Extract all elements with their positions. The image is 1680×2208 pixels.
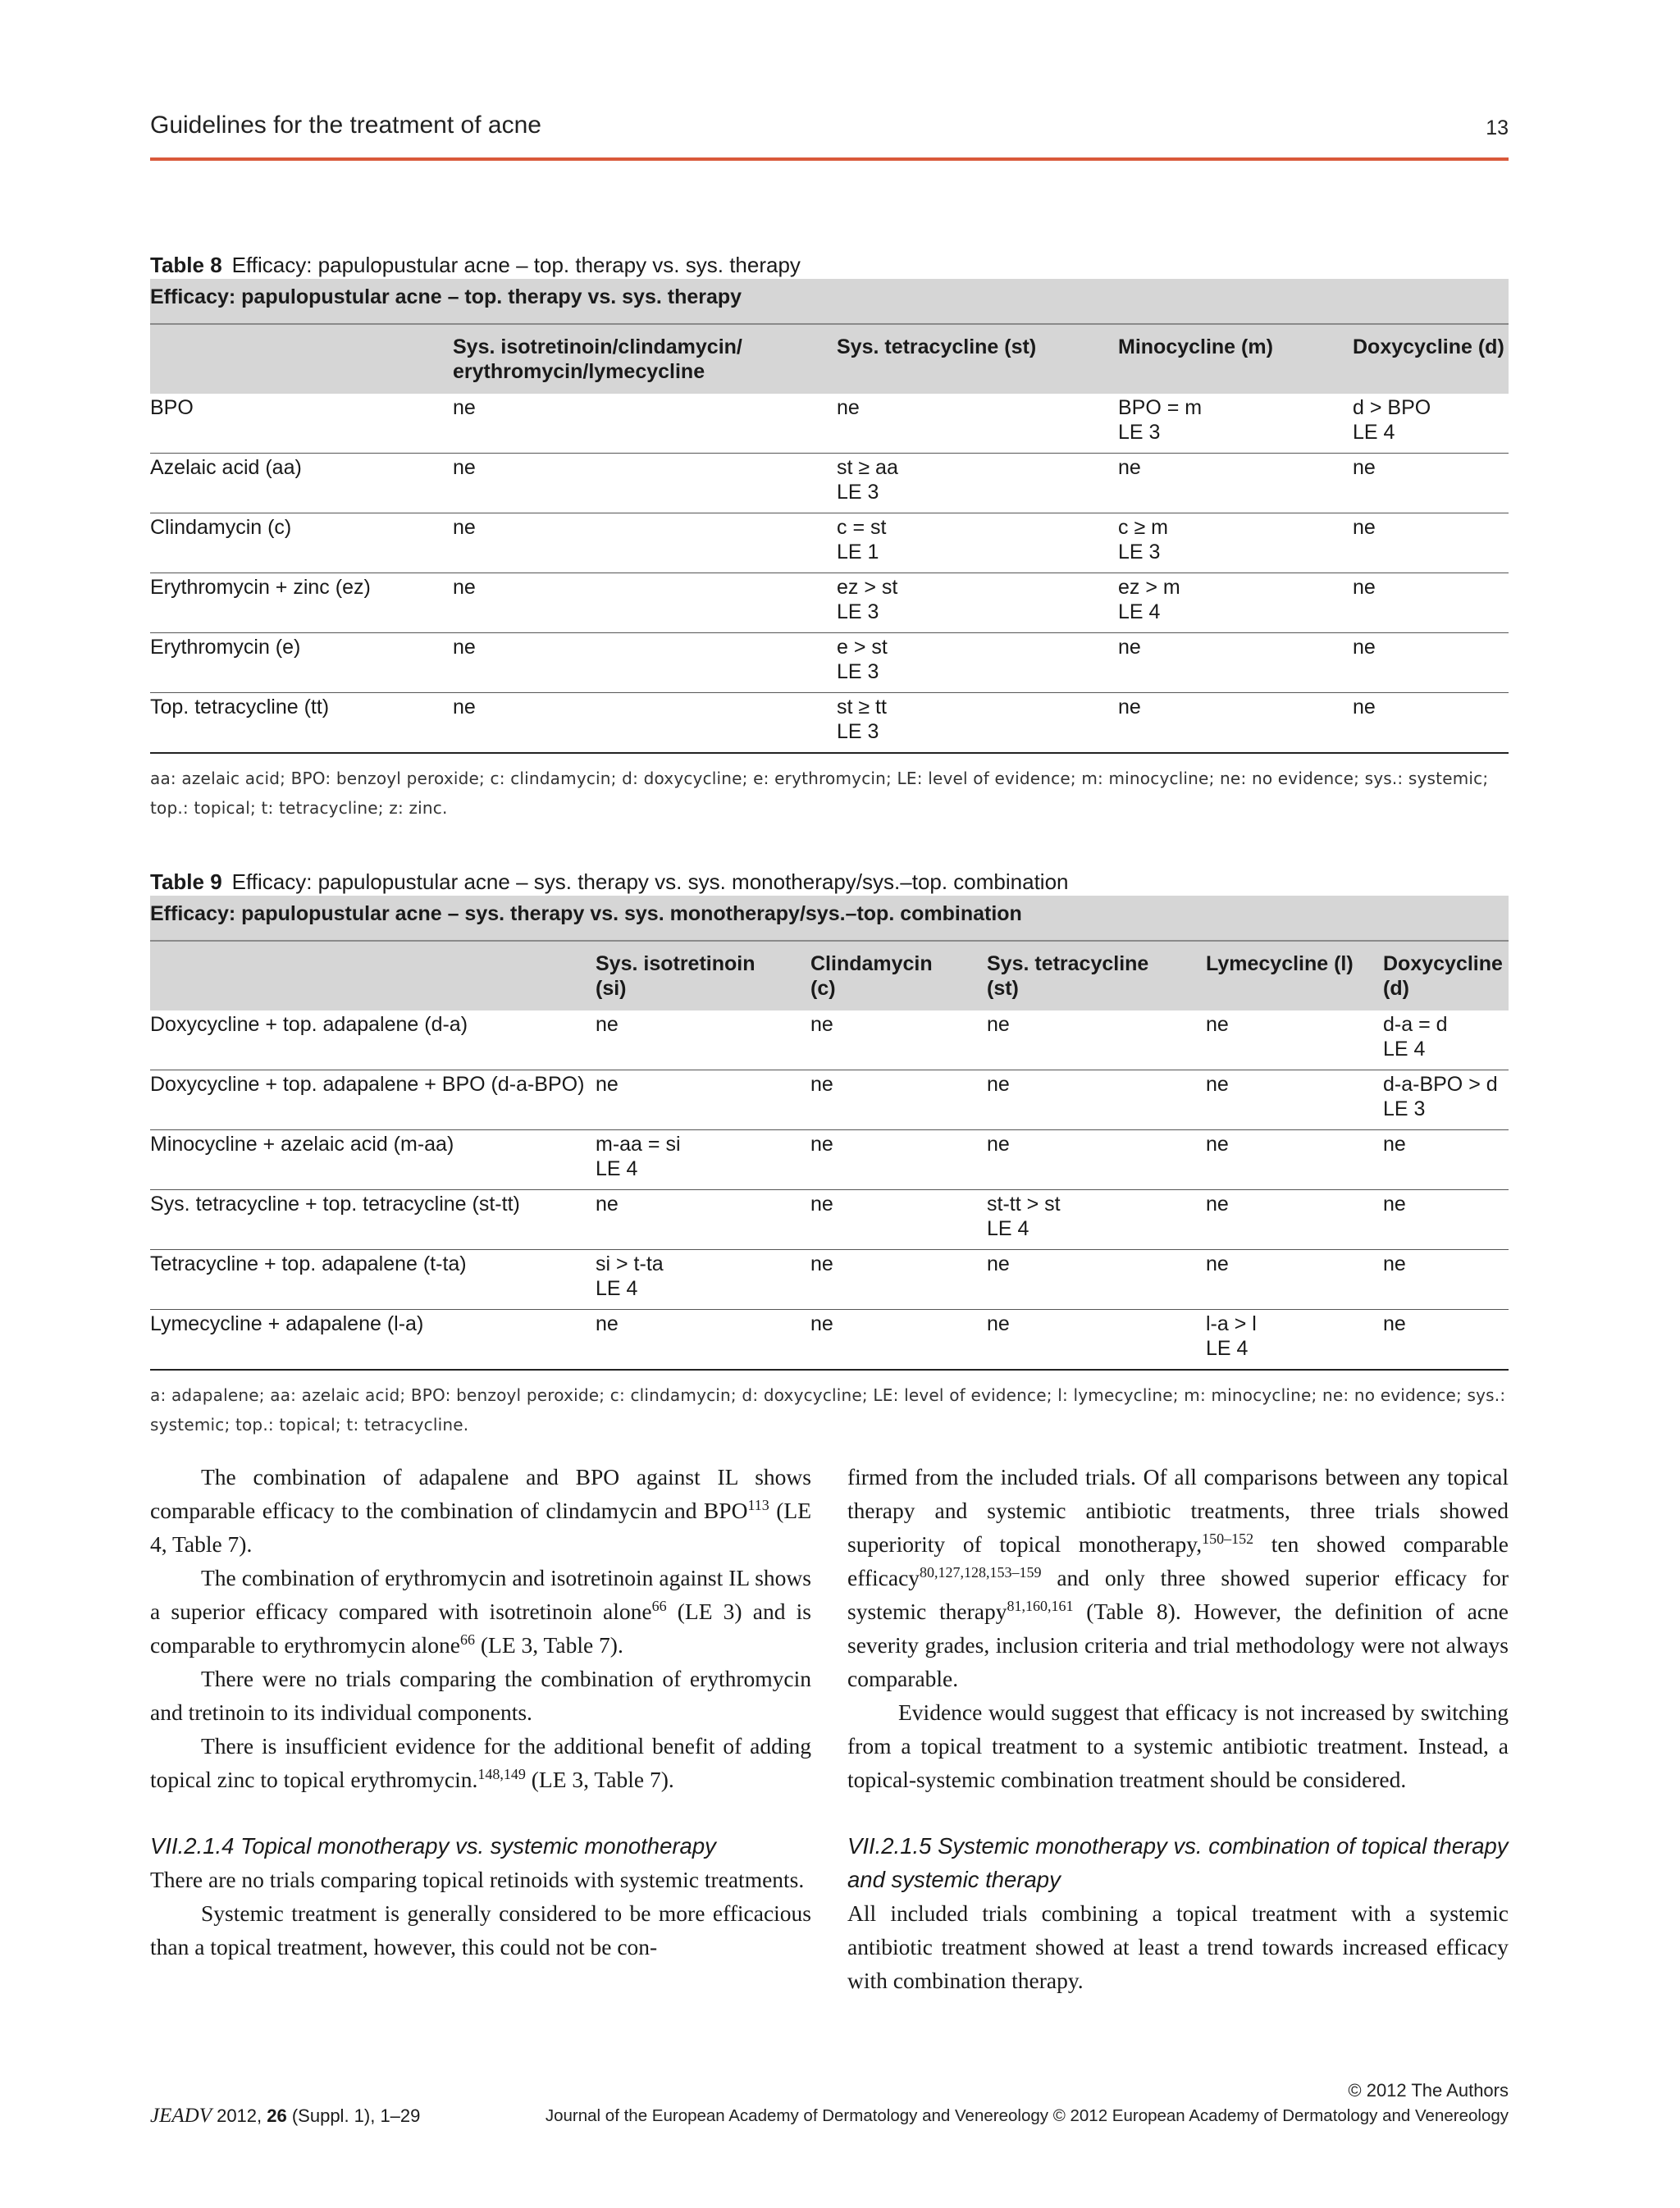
table-cell <box>1383 1010 1509 1070</box>
cell-value: ne <box>1118 456 1141 479</box>
cell-value: ne <box>810 1193 833 1216</box>
table-cell <box>1118 693 1353 754</box>
cell-evidence-level: LE 3 <box>837 660 879 683</box>
cell-value: ez > st <box>837 576 898 599</box>
table-cell <box>1118 573 1353 633</box>
row-label: Doxycycline + top. adapalene + BPO (d-a-BPO) <box>150 1070 596 1130</box>
table-header-row <box>150 325 1509 394</box>
cell-value: ne <box>837 396 860 419</box>
table-cell <box>1353 633 1509 693</box>
cell-value: ne <box>1206 1193 1229 1216</box>
table-cell <box>453 454 837 513</box>
cell-value: ne <box>810 1013 833 1036</box>
table-cell <box>1353 513 1509 573</box>
cell-value: ne <box>987 1252 1010 1275</box>
cell-value: d-a = d <box>1383 1013 1448 1036</box>
table-banner: Efficacy: papulopustular acne – sys. therapy vs. sys. monotherapy/sys.–top. combination <box>150 896 1509 942</box>
table-cell <box>1206 1310 1383 1371</box>
cell-value: ne <box>1206 1252 1229 1275</box>
table-cell <box>1383 1310 1509 1371</box>
cell-value: ne <box>453 576 476 599</box>
running-header <box>150 112 1509 161</box>
table-header-row <box>150 942 1509 1010</box>
table-cell <box>810 1310 987 1371</box>
cell-value: ne <box>1118 696 1141 719</box>
table-cell <box>837 454 1118 513</box>
table-cell <box>810 1250 987 1310</box>
cell-value: ne <box>1383 1133 1406 1156</box>
column-header: Sys. isotretinoin/clindamycin/ erythromycin/lymecycline <box>453 335 742 383</box>
column-header: Doxycycline (d) <box>1353 335 1504 358</box>
journal-abbrev: JEADV <box>150 2105 212 2127</box>
table-caption-text: Efficacy: papulopustular acne – sys. therapy vs. sys. monotherapy/sys.–top. combination <box>231 869 1069 894</box>
paragraph: Evidence would suggest that efficacy is not increased by switching from a topical treatment to a systemic antibiotic treatment. Instead, a topical-systemic combination treatment should be considered. <box>847 1699 1509 1792</box>
cell-value: ne <box>1206 1013 1229 1036</box>
table-cell <box>596 1250 810 1310</box>
column-header: Minocycline (m) <box>1118 335 1273 358</box>
row-label: Minocycline + azelaic acid (m-aa) <box>150 1130 596 1190</box>
table-label: Table 9 <box>150 869 222 894</box>
table-caption-text: Efficacy: papulopustular acne – top. therapy vs. sys. therapy <box>231 253 801 277</box>
cell-value: st ≥ aa <box>837 456 898 479</box>
table-cell <box>596 1190 810 1250</box>
cell-value: ne <box>810 1073 833 1096</box>
table-cell <box>1118 454 1353 513</box>
cell-value: e > st <box>837 636 888 659</box>
table-cell <box>987 1010 1206 1070</box>
cell-value: m-aa = si <box>596 1133 681 1156</box>
row-label: Doxycycline + top. adapalene (d-a) <box>150 1010 596 1070</box>
table-cell <box>987 1190 1206 1250</box>
row-label: Erythromycin + zinc (ez) <box>150 573 453 633</box>
table-cell <box>1383 1250 1509 1310</box>
cell-value: l-a > l <box>1206 1312 1257 1335</box>
table-cell <box>1118 394 1353 454</box>
cell-value: ne <box>1353 516 1376 539</box>
cell-value: ne <box>1383 1312 1406 1335</box>
table-8 <box>150 251 1509 823</box>
row-label: BPO <box>150 394 453 454</box>
table-row <box>150 454 1509 513</box>
body-column-right <box>847 1460 1509 1997</box>
cell-evidence-level: LE 3 <box>837 600 879 623</box>
body-column-left <box>150 1460 811 1964</box>
table-row <box>150 1130 1509 1190</box>
table-cell <box>1353 454 1509 513</box>
cell-value: ez > m <box>1118 576 1180 599</box>
paragraph: There is insufficient evidence for the additional benefit of adding topical zinc to topical erythromycin.$^{148,149}$ (LE 3, Table 7). <box>150 1733 811 1792</box>
table-cell <box>1383 1130 1509 1190</box>
table-row <box>150 513 1509 573</box>
table-cell <box>837 633 1118 693</box>
table-cell <box>1118 513 1353 573</box>
cell-evidence-level: LE 4 <box>596 1277 638 1300</box>
table-footnote: a: adapalene; aa: azelaic acid; BPO: benzoyl peroxide; c: clindamycin; d: doxycycline; LE: level of evidence; l: lymecycline; m: minocycline; ne: no evidence; sys.: systemic; top.: topical; t: tetracycline. <box>150 1385 1506 1435</box>
cell-value: ne <box>987 1312 1010 1335</box>
table-cell <box>453 394 837 454</box>
cell-value: ne <box>453 696 476 719</box>
table-cell <box>987 1310 1206 1371</box>
cell-value: ne <box>1353 456 1376 479</box>
cell-value: ne <box>453 456 476 479</box>
cell-value: ne <box>1383 1193 1406 1216</box>
table-cell <box>453 693 837 754</box>
cell-evidence-level: LE 3 <box>1118 541 1161 563</box>
table-cell <box>837 513 1118 573</box>
cell-evidence-level: LE 3 <box>1118 421 1161 444</box>
row-label: Erythromycin (e) <box>150 633 453 693</box>
cell-evidence-level: LE 3 <box>837 481 879 504</box>
cell-evidence-level: LE 3 <box>837 720 879 743</box>
page <box>150 0 1509 2208</box>
paragraph: There were no trials comparing the combination of erythromycin and tretinoin to its individual components. <box>150 1666 811 1725</box>
table-cell <box>987 1130 1206 1190</box>
cell-value: ne <box>810 1312 833 1335</box>
row-label: Clindamycin (c) <box>150 513 453 573</box>
cell-value: ne <box>987 1013 1010 1036</box>
paragraph: All included trials combining a topical treatment with a systemic antibiotic treatment showed at least a trend towards increased efficacy with combination therapy. <box>847 1900 1509 1993</box>
table-cell <box>596 1130 810 1190</box>
cell-value: d-a-BPO > d <box>1383 1073 1498 1096</box>
column-header: Sys. isotretinoin (si) <box>596 952 756 1000</box>
cell-value: ne <box>1206 1073 1229 1096</box>
table-row <box>150 573 1509 633</box>
footer-citation: JEADV 2012, 26 (Suppl. 1), 1–29 <box>150 2105 421 2127</box>
table-row <box>150 693 1509 754</box>
running-title: Guidelines for the treatment of acne <box>150 112 541 139</box>
row-label: Tetracycline + top. adapalene (t-ta) <box>150 1250 596 1310</box>
table-cell <box>837 573 1118 633</box>
cell-value: ne <box>596 1312 619 1335</box>
table-row <box>150 1310 1509 1371</box>
column-header: Clindamycin (c) <box>810 952 933 1000</box>
table-cell <box>1206 1130 1383 1190</box>
cell-value: ne <box>1353 576 1376 599</box>
table-cell <box>1353 693 1509 754</box>
cell-value: ne <box>1118 636 1141 659</box>
cell-value: c = st <box>837 516 887 539</box>
column-header: Doxycycline (d) <box>1383 952 1503 1000</box>
cell-value: ne <box>987 1073 1010 1096</box>
table-body <box>150 394 1509 754</box>
table-cell <box>1353 573 1509 633</box>
cell-value: st ≥ tt <box>837 696 887 719</box>
table-cell <box>810 1010 987 1070</box>
paragraph: firmed from the included trials. Of all comparisons between any topical therapy and systemic antibiotic treatments, three trials showed superiority of topical monotherapy,$^{150-152}$ ten showed comparable efficacy$^{80,127,128,153-159}$ and only three showed superior efficacy for systemic therapy$^{81,160,161}$ (Table 8). However, the definition of acne severity grades, inclusion criteria and trial methodology were not always comparable. <box>847 1464 1509 1691</box>
table-cell <box>596 1010 810 1070</box>
cell-value: c ≥ m <box>1118 516 1168 539</box>
table-cell <box>837 394 1118 454</box>
cell-value: ne <box>596 1073 619 1096</box>
cell-value: ne <box>1383 1252 1406 1275</box>
column-header: Lymecycline (l) <box>1206 952 1354 975</box>
cell-value: ne <box>1353 696 1376 719</box>
cell-evidence-level: LE 3 <box>1383 1097 1426 1120</box>
footer-copyright: © 2012 The Authors <box>1348 2080 1509 2101</box>
table-caption <box>150 251 1509 279</box>
cell-value: ne <box>987 1133 1010 1156</box>
table-cell <box>1206 1190 1383 1250</box>
table-row <box>150 1070 1509 1130</box>
cell-value: BPO = m <box>1118 396 1203 419</box>
cell-evidence-level: LE 4 <box>1353 421 1395 444</box>
table-row <box>150 1190 1509 1250</box>
footer-journal-line: Journal of the European Academy of Dermatology and Venereology © 2012 European Academy of Dermatology and Venereology <box>545 2106 1509 2125</box>
table-caption <box>150 868 1509 896</box>
column-header: Sys. tetracycline (st) <box>837 335 1037 358</box>
cell-value: ne <box>810 1252 833 1275</box>
page-number: 13 <box>1486 116 1509 139</box>
table-body <box>150 1010 1509 1371</box>
section-heading: VII.2.1.5 Systemic monotherapy vs. combination of topical therapy and systemic therapy <box>847 1833 1509 1892</box>
cell-evidence-level: LE 4 <box>1383 1038 1426 1061</box>
cell-evidence-level: LE 4 <box>1206 1337 1249 1360</box>
table-label: Table 8 <box>150 253 222 277</box>
table-cell <box>1383 1190 1509 1250</box>
table-cell <box>453 513 837 573</box>
table-cell <box>810 1190 987 1250</box>
table-row <box>150 394 1509 454</box>
cell-value: ne <box>453 636 476 659</box>
table-row <box>150 1010 1509 1070</box>
cell-value: st-tt > st <box>987 1193 1061 1216</box>
cell-value: ne <box>596 1193 619 1216</box>
cell-value: ne <box>1353 636 1376 659</box>
table-cell <box>987 1250 1206 1310</box>
cell-value: ne <box>453 516 476 539</box>
cell-value: ne <box>1206 1133 1229 1156</box>
table-cell <box>596 1310 810 1371</box>
table-9 <box>150 868 1509 1439</box>
row-label: Sys. tetracycline + top. tetracycline (st-tt) <box>150 1190 596 1250</box>
cell-evidence-level: LE 1 <box>837 541 879 563</box>
paragraph: Systemic treatment is generally considered to be more efficacious than a topical treatment, however, this could not be con- <box>150 1900 811 1959</box>
paragraph: There are no trials comparing topical retinoids with systemic treatments. <box>150 1867 805 1892</box>
table-row <box>150 633 1509 693</box>
cell-value: ne <box>596 1013 619 1036</box>
cell-evidence-level: LE 4 <box>987 1217 1029 1240</box>
table-cell <box>810 1130 987 1190</box>
row-label: Top. tetracycline (tt) <box>150 693 453 754</box>
row-label: Azelaic acid (aa) <box>150 454 453 513</box>
table-cell <box>453 573 837 633</box>
row-label: Lymecycline + adapalene (l-a) <box>150 1310 596 1371</box>
column-header: Sys. tetracycline (st) <box>987 952 1149 1000</box>
cell-value: d > BPO <box>1353 396 1431 419</box>
section-heading: VII.2.1.4 Topical monotherapy vs. systemic monotherapy <box>150 1833 716 1859</box>
table-cell <box>1206 1010 1383 1070</box>
paragraph: The combination of adapalene and BPO against IL shows comparable efficacy to the combination of clindamycin and BPO$^{113}$ (LE 4, Table 7). <box>150 1464 811 1557</box>
table-footnote: aa: azelaic acid; BPO: benzoyl peroxide; c: clindamycin; d: doxycycline; e: erythromycin; LE: level of evidence; m: minocycline; ne: no evidence; sys.: systemic; top.: topical; t: tetracycline; z: zinc. <box>150 769 1489 818</box>
table-cell <box>453 633 837 693</box>
cell-value: ne <box>810 1133 833 1156</box>
journal-volume: 26 <box>267 2105 287 2126</box>
table-cell <box>987 1070 1206 1130</box>
table-cell <box>1383 1070 1509 1130</box>
table-cell <box>1206 1070 1383 1130</box>
table-cell <box>1206 1250 1383 1310</box>
table-cell <box>837 693 1118 754</box>
table-banner: Efficacy: papulopustular acne – top. therapy vs. sys. therapy <box>150 279 1509 325</box>
table-cell <box>1118 633 1353 693</box>
table-row <box>150 1250 1509 1310</box>
cell-evidence-level: LE 4 <box>596 1157 638 1180</box>
table-cell <box>1353 394 1509 454</box>
paragraph: The combination of erythromycin and isotretinoin against IL shows a superior efficacy compared with isotretinoin alone$^{66}$ (LE 3) and is comparable to erythromycin alone$^{66}$ (LE 3, Table 7). <box>150 1565 811 1658</box>
cell-value: si > t-ta <box>596 1252 664 1275</box>
cell-evidence-level: LE 4 <box>1118 600 1161 623</box>
table-cell <box>596 1070 810 1130</box>
cell-value: ne <box>453 396 476 419</box>
table-cell <box>810 1070 987 1130</box>
